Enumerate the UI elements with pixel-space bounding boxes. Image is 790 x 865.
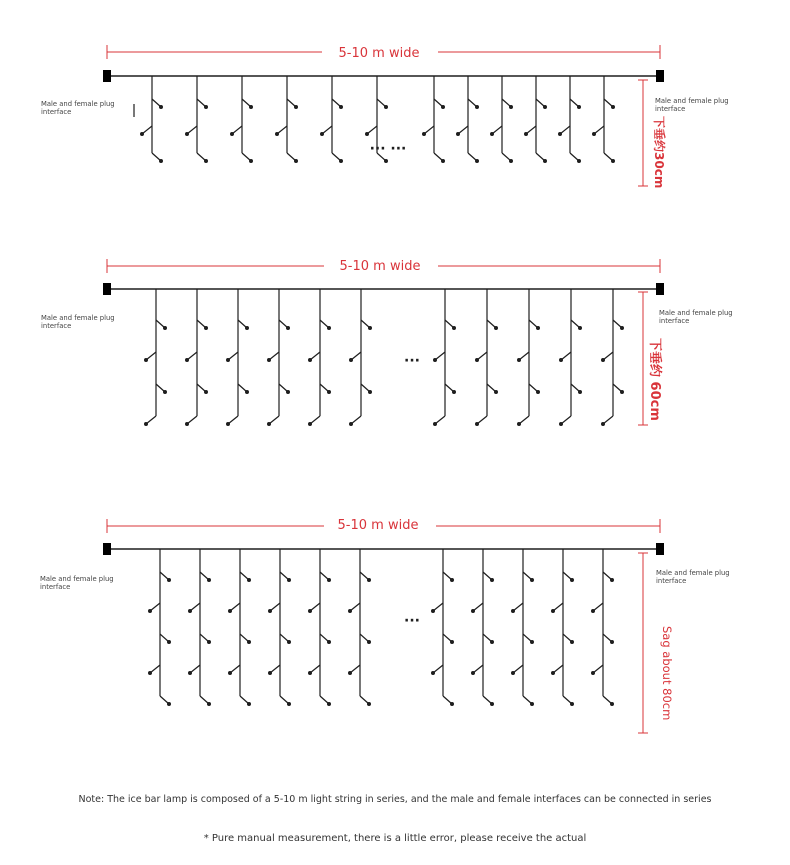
lamp-bulb xyxy=(441,159,445,163)
lamp-bulb xyxy=(611,159,615,163)
lamp-bulb xyxy=(578,326,582,330)
strands-left xyxy=(140,76,388,163)
strands-right xyxy=(433,289,624,426)
lamp-bulb xyxy=(450,578,454,582)
lamp-bulb xyxy=(207,578,211,582)
lamp-bulb xyxy=(367,578,371,582)
measurement-note: * Pure manual measurement, there is a little error, please receive the actual xyxy=(203,833,587,844)
lamp-bulb xyxy=(287,702,291,706)
interface-label-left: Male and female plug interface xyxy=(40,575,114,591)
strands-left xyxy=(144,289,372,426)
lamp-bulb xyxy=(475,358,479,362)
icicle-strand xyxy=(559,289,582,426)
icicle-strand xyxy=(475,289,498,426)
lamp-bulb xyxy=(204,326,208,330)
lamp-bulb xyxy=(327,640,331,644)
lamp-bulb xyxy=(578,390,582,394)
lamp-bulb xyxy=(475,422,479,426)
icicle-strand xyxy=(349,289,372,426)
lamp-bulb xyxy=(226,358,230,362)
sag-label: Sag about 80cm xyxy=(660,626,674,721)
lamp-bulb xyxy=(327,390,331,394)
interface-label-left: Male and female plug interface xyxy=(41,100,115,116)
lamp-bulb xyxy=(471,671,475,675)
lamp-bulb xyxy=(245,326,249,330)
icicle-strand xyxy=(320,76,343,163)
icicle-strand xyxy=(188,549,211,706)
lamp-bulb xyxy=(207,702,211,706)
interface-label-right: Male and female plug interface xyxy=(656,569,730,585)
icicle-strand xyxy=(228,549,251,706)
lamp-bulb xyxy=(543,105,547,109)
width-label: 5-10 m wide xyxy=(339,259,421,274)
lamp-bulb xyxy=(159,159,163,163)
lamp-bulb xyxy=(159,105,163,109)
lamp-bulb xyxy=(610,578,614,582)
lamp-bulb xyxy=(433,422,437,426)
lamp-bulb xyxy=(188,671,192,675)
ellipsis: ··· xyxy=(404,353,420,369)
panel-30cm xyxy=(41,45,731,188)
lamp-bulb xyxy=(517,422,521,426)
icicle-strand xyxy=(185,76,208,163)
icicle-strand xyxy=(431,549,454,706)
interface-label-left: Male and female plug interface xyxy=(41,314,115,330)
lamp-bulb xyxy=(308,609,312,613)
lamp-bulb xyxy=(287,640,291,644)
lamp-bulb xyxy=(367,640,371,644)
lamp-bulb xyxy=(490,640,494,644)
panel-60cm xyxy=(41,259,735,426)
lamp-bulb xyxy=(167,578,171,582)
lamp-bulb xyxy=(511,609,515,613)
icicle-strand xyxy=(422,76,445,163)
width-label: 5-10 m wide xyxy=(338,46,420,61)
lamp-bulb xyxy=(577,159,581,163)
panel-80cm xyxy=(40,518,732,733)
lamp-bulb xyxy=(620,390,624,394)
interface-label-right: Male and female plug interface xyxy=(655,97,729,113)
lamp-bulb xyxy=(286,326,290,330)
lamp-bulb xyxy=(524,132,528,136)
lamp-bulb xyxy=(601,422,605,426)
lamp-bulb xyxy=(308,671,312,675)
lamp-bulb xyxy=(620,326,624,330)
lamp-bulb xyxy=(275,132,279,136)
icicle-strand xyxy=(268,549,291,706)
right-connector xyxy=(656,543,664,555)
lamp-bulb xyxy=(348,609,352,613)
lamp-bulb xyxy=(433,358,437,362)
icicle-strand xyxy=(185,289,208,426)
lamp-bulb xyxy=(471,609,475,613)
lamp-bulb xyxy=(327,326,331,330)
lamp-bulb xyxy=(249,105,253,109)
lamp-bulb xyxy=(422,132,426,136)
lamp-bulb xyxy=(228,609,232,613)
lamp-bulb xyxy=(452,326,456,330)
icicle-strand xyxy=(348,549,371,706)
lamp-bulb xyxy=(494,390,498,394)
lamp-bulb xyxy=(509,105,513,109)
lamp-bulb xyxy=(577,105,581,109)
lamp-bulb xyxy=(167,702,171,706)
lamp-bulb xyxy=(268,609,272,613)
icicle-strand xyxy=(226,289,249,426)
lamp-bulb xyxy=(456,132,460,136)
lamp-bulb xyxy=(592,132,596,136)
lamp-bulb xyxy=(163,326,167,330)
lamp-bulb xyxy=(204,159,208,163)
lamp-bulb xyxy=(267,422,271,426)
lamp-bulb xyxy=(610,640,614,644)
lamp-bulb xyxy=(365,132,369,136)
lamp-bulb xyxy=(551,609,555,613)
sag-label: 下垂约30cm xyxy=(652,116,666,189)
lamp-bulb xyxy=(207,640,211,644)
lamp-bulb xyxy=(185,358,189,362)
lamp-bulb xyxy=(450,640,454,644)
lamp-bulb xyxy=(611,105,615,109)
lamp-bulb xyxy=(591,671,595,675)
lamp-bulb xyxy=(339,159,343,163)
icicle-strand xyxy=(511,549,534,706)
lamp-bulb xyxy=(559,422,563,426)
lamp-bulb xyxy=(384,105,388,109)
lamp-bulb xyxy=(490,132,494,136)
lamp-bulb xyxy=(308,422,312,426)
lamp-bulb xyxy=(368,326,372,330)
icicle-strand xyxy=(524,76,547,163)
icicle-strand xyxy=(308,549,331,706)
lamp-bulb xyxy=(308,358,312,362)
lamp-bulb xyxy=(294,159,298,163)
lamp-bulb xyxy=(230,132,234,136)
interface-label-right: Male and female plug interface xyxy=(659,309,733,325)
lamp-bulb xyxy=(610,702,614,706)
ellipsis: ··· xyxy=(404,613,420,629)
lamp-bulb xyxy=(247,578,251,582)
lamp-bulb xyxy=(163,390,167,394)
icicle-strand xyxy=(433,289,456,426)
lamp-bulb xyxy=(339,105,343,109)
lamp-bulb xyxy=(530,702,534,706)
icicle-strand xyxy=(140,76,163,163)
lamp-bulb xyxy=(188,609,192,613)
lamp-bulb xyxy=(475,105,479,109)
lamp-bulb xyxy=(368,390,372,394)
sag-label: 下垂约 60cm xyxy=(647,338,662,421)
lamp-bulb xyxy=(320,132,324,136)
lamp-bulb xyxy=(517,358,521,362)
lamp-bulb xyxy=(294,105,298,109)
strands-left xyxy=(148,549,371,706)
lamp-bulb xyxy=(475,159,479,163)
lamp-bulb xyxy=(204,105,208,109)
lamp-bulb xyxy=(226,422,230,426)
lamp-bulb xyxy=(148,671,152,675)
lamp-bulb xyxy=(267,358,271,362)
lamp-bulb xyxy=(287,578,291,582)
icicle-strand xyxy=(230,76,253,163)
lamp-bulb xyxy=(570,702,574,706)
lamp-bulb xyxy=(601,358,605,362)
lamp-bulb xyxy=(530,578,534,582)
strands-right xyxy=(431,549,614,706)
lamp-bulb xyxy=(536,326,540,330)
lamp-bulb xyxy=(543,159,547,163)
right-connector xyxy=(656,70,664,82)
lamp-bulb xyxy=(144,358,148,362)
lamp-bulb xyxy=(245,390,249,394)
lamp-bulb xyxy=(185,132,189,136)
lamp-bulb xyxy=(327,578,331,582)
icicle-strand xyxy=(148,549,171,706)
lamp-bulb xyxy=(384,159,388,163)
lamp-bulb xyxy=(167,640,171,644)
lamp-bulb xyxy=(558,132,562,136)
lamp-bulb xyxy=(204,390,208,394)
lamp-bulb xyxy=(349,358,353,362)
icicle-strand xyxy=(558,76,581,163)
lamp-bulb xyxy=(348,671,352,675)
series-note: Note: The ice bar lamp is composed of a 5-10 m light string in series, and the male and female interfaces can be connected in series xyxy=(78,794,712,805)
lamp-bulb xyxy=(367,702,371,706)
lamp-bulb xyxy=(286,390,290,394)
width-dimension xyxy=(107,45,660,61)
icicle-strand xyxy=(490,76,513,163)
lamp-bulb xyxy=(530,640,534,644)
lamp-bulb xyxy=(494,326,498,330)
lamp-bulb xyxy=(140,132,144,136)
lamp-bulb xyxy=(490,578,494,582)
icicle-strand xyxy=(592,76,615,163)
lamp-bulb xyxy=(431,671,435,675)
lamp-bulb xyxy=(570,640,574,644)
lamp-bulb xyxy=(551,671,555,675)
lamp-bulb xyxy=(327,702,331,706)
ellipsis: ··· ··· xyxy=(369,141,407,157)
lamp-bulb xyxy=(441,105,445,109)
left-connector xyxy=(103,283,111,295)
lamp-bulb xyxy=(349,422,353,426)
icicle-strand xyxy=(308,289,331,426)
width-dimension xyxy=(107,259,660,274)
icicle-strand xyxy=(551,549,574,706)
lamp-bulb xyxy=(452,390,456,394)
lamp-bulb xyxy=(431,609,435,613)
icicle-strand xyxy=(267,289,290,426)
lamp-bulb xyxy=(559,358,563,362)
icicle-strand xyxy=(275,76,298,163)
icicle-strand xyxy=(517,289,540,426)
icicle-strand xyxy=(456,76,479,163)
right-connector xyxy=(656,283,664,295)
icicle-strand xyxy=(471,549,494,706)
lamp-bulb xyxy=(570,578,574,582)
icicle-strand xyxy=(144,289,167,426)
lamp-bulb xyxy=(247,640,251,644)
width-label: 5-10 m wide xyxy=(337,518,419,533)
lamp-bulb xyxy=(450,702,454,706)
lamp-bulb xyxy=(511,671,515,675)
lamp-bulb xyxy=(249,159,253,163)
lamp-bulb xyxy=(185,422,189,426)
lamp-bulb xyxy=(490,702,494,706)
lamp-bulb xyxy=(247,702,251,706)
lamp-bulb xyxy=(144,422,148,426)
strands-right xyxy=(422,76,615,163)
icicle-strand xyxy=(601,289,624,426)
lamp-bulb xyxy=(268,671,272,675)
left-connector xyxy=(103,543,111,555)
lamp-bulb xyxy=(536,390,540,394)
lamp-bulb xyxy=(509,159,513,163)
lamp-bulb xyxy=(228,671,232,675)
icicle-strand xyxy=(591,549,614,706)
left-connector xyxy=(103,70,111,82)
lamp-bulb xyxy=(591,609,595,613)
width-dimension xyxy=(107,518,660,533)
lamp-bulb xyxy=(148,609,152,613)
